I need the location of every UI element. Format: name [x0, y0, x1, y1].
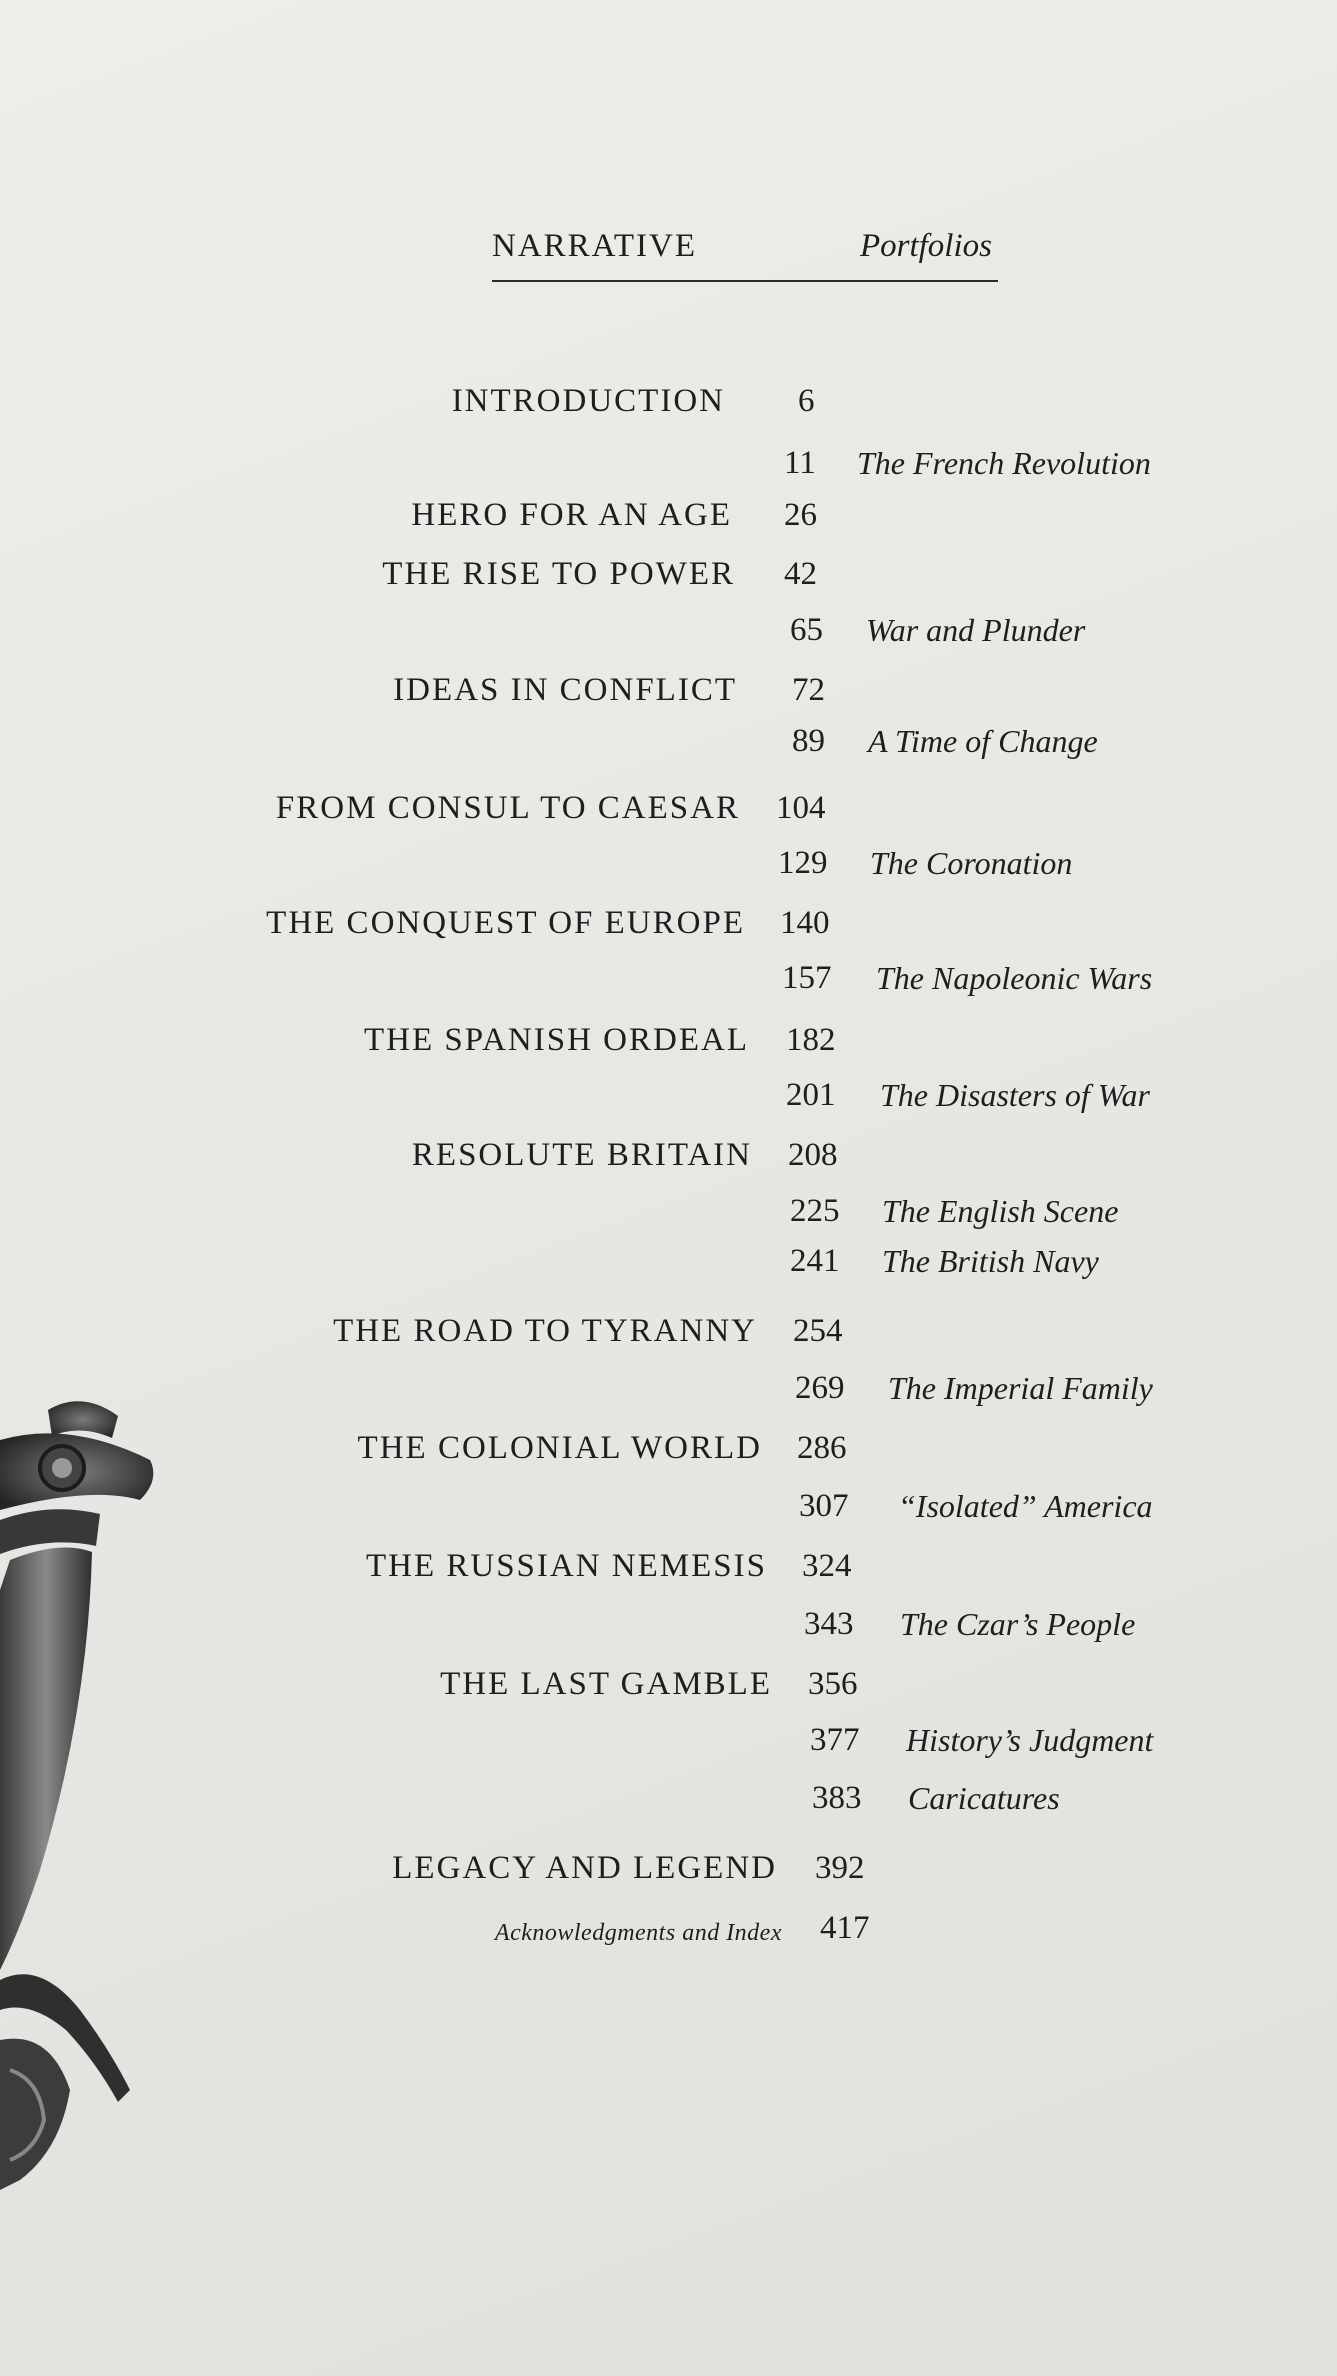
page-number: 377 [810, 1722, 860, 1758]
toc-entry [0, 672, 1337, 722]
page-number: 417 [820, 1910, 870, 1946]
page-number: 129 [778, 845, 828, 881]
portfolios-heading: Portfolios [859, 228, 992, 264]
page-number: 225 [790, 1193, 840, 1229]
contents-header [492, 228, 998, 282]
toc-entry [0, 1243, 1337, 1293]
page-number: 392 [815, 1850, 865, 1886]
portfolio-title: History’s Judgment [906, 1722, 1154, 1758]
toc-entry [0, 612, 1337, 662]
chapter-title: FROM CONSUL TO CAESAR [275, 790, 740, 826]
portfolio-title: The English Scene [882, 1193, 1119, 1229]
toc-entry [0, 1488, 1337, 1538]
portfolio-title: A Time of Change [868, 723, 1098, 759]
toc-entry [0, 1193, 1337, 1243]
page-number: 201 [786, 1077, 836, 1113]
page-number: 208 [788, 1137, 838, 1173]
chapter-title: RESOLUTE BRITAIN [411, 1137, 752, 1173]
toc-entry [0, 445, 1337, 495]
page-number: 11 [784, 445, 816, 481]
toc-entry [0, 1910, 1337, 1960]
portfolio-title: War and Plunder [866, 612, 1086, 648]
toc-entry [0, 1780, 1337, 1830]
toc-entry [0, 1022, 1337, 1072]
page-number: 6 [798, 383, 815, 419]
portfolio-title: The British Navy [882, 1243, 1099, 1279]
portfolio-title: The French Revolution [857, 445, 1151, 481]
page-number: 383 [812, 1780, 862, 1816]
chapter-title: HERO FOR AN AGE [411, 497, 732, 533]
toc-entry [0, 1430, 1337, 1480]
narrative-heading: NARRATIVE [492, 228, 697, 264]
toc-entry [0, 383, 1337, 433]
portfolio-title: Caricatures [908, 1780, 1060, 1816]
page-number: 65 [790, 612, 823, 648]
page-number: 286 [797, 1430, 847, 1466]
page-number: 42 [784, 556, 817, 592]
toc-entry [0, 1548, 1337, 1598]
page-number: 157 [782, 960, 832, 996]
chapter-title: INTRODUCTION [451, 383, 725, 419]
toc-entry [0, 960, 1337, 1010]
toc-entry [0, 790, 1337, 840]
chapter-title: THE SPANISH ORDEAL [364, 1022, 749, 1058]
page-number: 343 [804, 1606, 854, 1642]
portfolio-title: The Czar’s People [900, 1606, 1136, 1642]
toc-entry [0, 1606, 1337, 1656]
toc-entry [0, 1850, 1337, 1900]
chapter-title: THE RISE TO POWER [382, 556, 735, 592]
chapter-title: THE CONQUEST OF EUROPE [266, 905, 745, 941]
portfolio-title: The Napoleonic Wars [876, 960, 1153, 996]
toc-entry [0, 497, 1337, 547]
page-number: 254 [793, 1313, 843, 1349]
page-number: 356 [808, 1666, 858, 1702]
page-number: 324 [802, 1548, 852, 1584]
page-number: 140 [780, 905, 830, 941]
toc-entry [0, 556, 1337, 606]
toc-entry [0, 1137, 1337, 1187]
chapter-title: IDEAS IN CONFLICT [393, 672, 737, 708]
page-number: 182 [786, 1022, 836, 1058]
chapter-title: THE COLONIAL WORLD [357, 1430, 762, 1466]
toc-entry [0, 1722, 1337, 1772]
toc-entry [0, 1370, 1337, 1420]
toc-entry [0, 1313, 1337, 1363]
chapter-title: THE LAST GAMBLE [440, 1666, 772, 1702]
page-number: 72 [792, 672, 825, 708]
portfolio-title: The Imperial Family [888, 1370, 1153, 1406]
portfolio-title: The Disasters of War [880, 1077, 1150, 1113]
page-number: 269 [795, 1370, 845, 1406]
toc-entry [0, 1077, 1337, 1127]
portfolio-title: “Isolated” America [898, 1488, 1153, 1524]
chapter-title: THE ROAD TO TYRANNY [333, 1313, 757, 1349]
page-number: 89 [792, 723, 825, 759]
page-number: 241 [790, 1243, 840, 1279]
page-number: 307 [799, 1488, 849, 1524]
page-number: 104 [776, 790, 826, 826]
chapter-title: Acknowledgments and Index [494, 1920, 782, 1946]
toc-entry [0, 1666, 1337, 1716]
toc-entry [0, 723, 1337, 773]
chapter-title: LEGACY AND LEGEND [392, 1850, 777, 1886]
sword-hilt-illustration [0, 1390, 170, 2190]
toc-entry [0, 845, 1337, 895]
page-number: 26 [784, 497, 817, 533]
toc-entry [0, 905, 1337, 955]
portfolio-title: The Coronation [870, 845, 1073, 881]
chapter-title: THE RUSSIAN NEMESIS [365, 1548, 767, 1584]
